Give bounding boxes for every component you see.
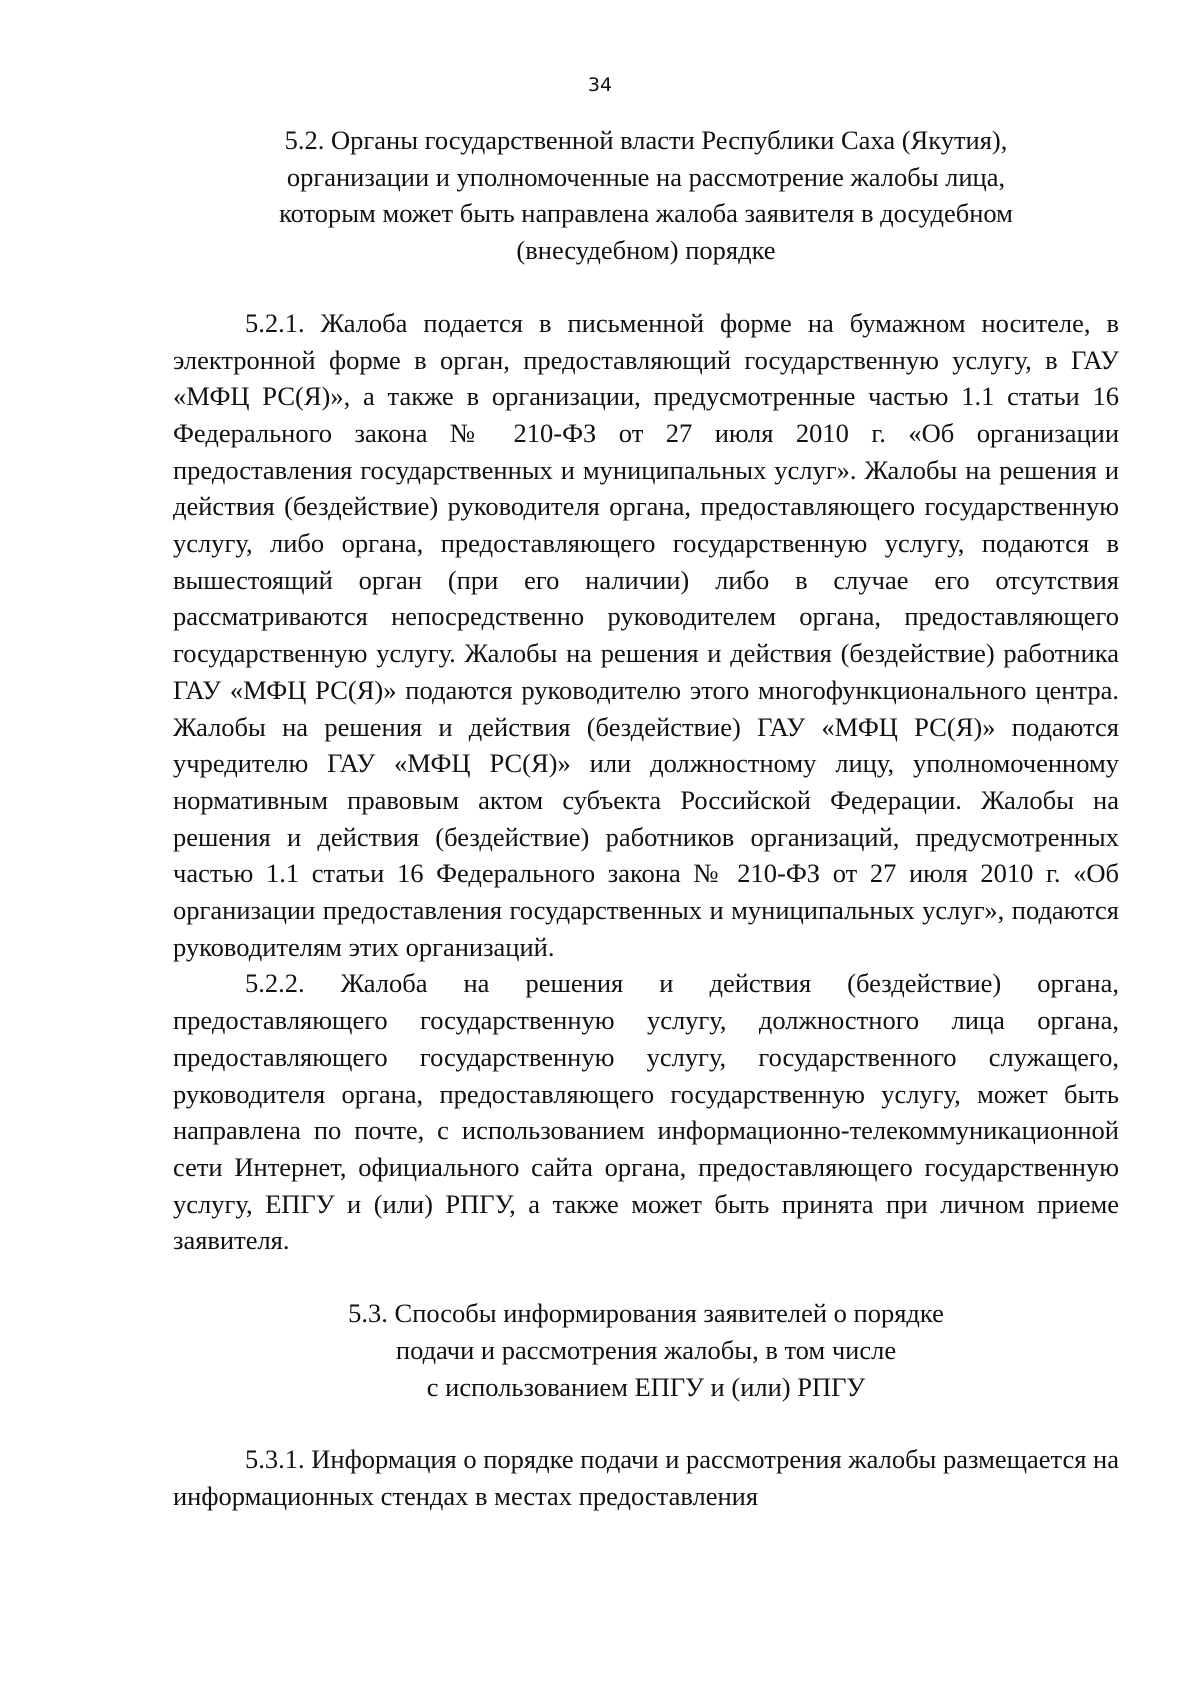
section-5-3-heading [173,1295,1119,1405]
section-5-2-heading-line-2: организации и уполномоченные на рассмотрение жалобы лица, [286,161,1006,192]
section-5-2-heading-line-1: 5.2. Органы государственной власти Республики Саха (Якутия), [284,125,1008,155]
paragraph-5-2-2: 5.2.2. Жалоба на решения и действия (бездействие) органа, предоставляющего государственную услугу, должностного лица органа, предоставляющего государственную услугу, государственного служащего, руководителя органа, предоставляющего государственную услугу, может быть направлена по почте, с использованием информационно-телекоммуникационной сети Интернет, официального сайта органа, предоставляющего государственную услугу, ЕПГУ и (или) РПГУ, а также может быть принята при личном приеме заявителя. [173,968,1119,1256]
document-body [173,122,1119,1515]
section-5-2-heading [173,122,1119,269]
section-5-3-heading-line-1: 5.3. Способы информирования заявителей о порядке [348,1298,944,1329]
section-5-2-heading-line-3: которым может быть направлена жалоба заявителя в досудебном [279,198,1013,229]
paragraph-5-3-1: 5.3.1. Информация о порядке подачи и рассмотрения жалобы размещается на информационных стендах в местах предоставления [173,1444,1119,1511]
section-5-2-heading-line-4: (внесудебном) порядке [516,235,776,266]
section-5-3-heading-line-3: с использованием ЕПГУ и (или) РПГУ [426,1371,866,1402]
paragraph-5-2-1: 5.2.1. Жалоба подается в письменной форме на бумажном носителе, в электронной форме в орган, предоставляющий государственную услугу, в ГАУ «МФЦ РС(Я)», а также в организации, предусмотренные частью 1.1 статьи 16 Федерального закона № 210-ФЗ от 27 июля 2010 г. «Об организации предоставления государственных и муниципальных услуг». Жалобы на решения и действия (бездействие) руководителя органа, предоставляющего государственную услугу, либо органа, предоставляющего государственную услугу, подаются в вышестоящий орган (при его наличии) либо в случае его отсутствия рассматриваются непосредственно руководителем органа, предоставляющего государственную услугу. Жалобы на решения и действия (бездействие) работника ГАУ «МФЦ РС(Я)» подаются руководителю этого многофункционального центра. Жалобы на решения и действия (бездействие) ГАУ «МФЦ РС(Я)» подаются учредителю ГАУ «МФЦ РС(Я)» или должностному лицу, уполномоченному нормативным правовым актом субъекта Российской Федерации. Жалобы на решения и действия (бездействие) работников организаций, предусмотренных частью 1.1 статьи 16 Федерального закона № 210-ФЗ от 27 июля 2010 г. «Об организации предоставления государственных и муниципальных услуг», подаются руководителям этих организаций. [173,307,1119,962]
section-5-3-heading-line-2: подачи и рассмотрения жалобы, в том числе [395,1334,897,1365]
page-number: 34 [587,74,613,96]
